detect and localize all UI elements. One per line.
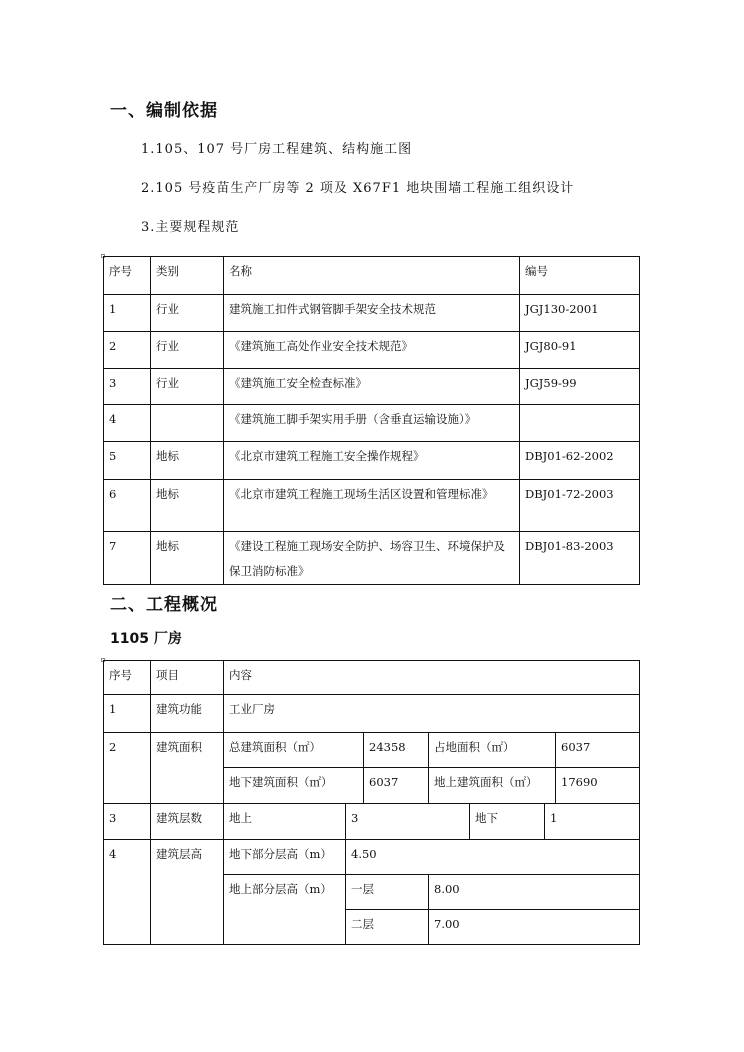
cell-name: 《北京市建筑工程施工现场生活区设置和管理标准》 [224, 480, 520, 532]
table-row [104, 369, 640, 405]
cell-no: 3 [104, 804, 151, 840]
cell-code [520, 405, 640, 442]
cell-category: 行业 [151, 332, 224, 369]
header-cell: 项目 [151, 661, 224, 695]
cell-category: 地标 [151, 480, 224, 532]
cell-label: 地上 [224, 804, 346, 840]
cell-value: 3 [346, 804, 470, 840]
header-cell: 序号 [104, 661, 151, 695]
table-row [104, 480, 640, 532]
table-row [104, 332, 640, 369]
cell-no: 4 [104, 840, 151, 945]
basis-item-1: 1.105、107 号厂房工程建筑、结构施工图 [141, 142, 413, 157]
cell-value: 1 [545, 804, 640, 840]
table-header-row [104, 257, 640, 295]
cell-no: 1 [104, 295, 151, 332]
standards-table [103, 256, 640, 585]
header-cell: 类别 [151, 257, 224, 295]
cell-item: 建筑功能 [151, 695, 224, 733]
standards-table-frame [101, 254, 614, 578]
cell-no: 7 [104, 532, 151, 585]
basis-item-3: 3.主要规程规范 [141, 220, 240, 235]
cell-no: 6 [104, 480, 151, 532]
cell-no: 1 [104, 695, 151, 733]
cell-name: 《建筑施工高处作业安全技术规范》 [224, 332, 520, 369]
table-row [104, 295, 640, 332]
cell-category: 地标 [151, 442, 224, 480]
header-cell: 编号 [520, 257, 640, 295]
cell-value: 6037 [364, 768, 429, 804]
cell-value: 8.00 [429, 875, 640, 910]
table-row [104, 733, 640, 768]
cell-label: 二层 [346, 910, 429, 945]
cell-item: 建筑层数 [151, 804, 224, 840]
overview-table-frame [101, 658, 598, 931]
cell-value: 7.00 [429, 910, 640, 945]
header-cell: 名称 [224, 257, 520, 295]
cell-name: 《建设工程施工现场安全防护、场容卫生、环境保护及保卫消防标准》 [224, 532, 520, 585]
cell-item: 建筑层高 [151, 840, 224, 945]
cell-code: JGJ59-99 [520, 369, 640, 405]
building-subheading: 1105 厂房 [110, 631, 182, 647]
cell-label: 地下部分层高（m） [224, 840, 346, 875]
cell-code: JGJ80-91 [520, 332, 640, 369]
table-header-row [104, 661, 640, 695]
cell-label: 地下建筑面积（㎡） [224, 768, 364, 804]
section-heading-overview: 二、工程概况 [110, 595, 218, 615]
cell-no: 4 [104, 405, 151, 442]
cell-category: 地标 [151, 532, 224, 585]
table-row [104, 442, 640, 480]
table-row [104, 405, 640, 442]
cell-value: 17690 [556, 768, 640, 804]
header-cell: 序号 [104, 257, 151, 295]
cell-no: 3 [104, 369, 151, 405]
basis-item-2: 2.105 号疫苗生产厂房等 2 项及 X67F1 地块围墙工程施工组织设计 [141, 181, 575, 196]
section-heading-basis: 一、编制依据 [110, 101, 218, 121]
cell-code: JGJ130-2001 [520, 295, 640, 332]
cell-value: 4.50 [346, 840, 640, 875]
cell-no: 5 [104, 442, 151, 480]
cell-category [151, 405, 224, 442]
cell-value: 6037 [556, 733, 640, 768]
cell-label: 地上建筑面积（㎡） [429, 768, 556, 804]
table-row [104, 840, 640, 875]
cell-category: 行业 [151, 295, 224, 332]
header-cell: 内容 [224, 661, 640, 695]
table-row [104, 532, 640, 585]
cell-name: 《北京市建筑工程施工安全操作规程》 [224, 442, 520, 480]
overview-table [103, 660, 640, 945]
cell-name: 建筑施工扣件式钢管脚手架安全技术规范 [224, 295, 520, 332]
cell-label: 一层 [346, 875, 429, 910]
cell-name: 《建筑施工安全检查标准》 [224, 369, 520, 405]
cell-label: 占地面积（㎡） [429, 733, 556, 768]
table-row [104, 804, 640, 840]
cell-code: DBJ01-62-2002 [520, 442, 640, 480]
cell-no: 2 [104, 733, 151, 804]
cell-label: 总建筑面积（㎡） [224, 733, 364, 768]
cell-code: DBJ01-83-2003 [520, 532, 640, 585]
cell-content: 工业厂房 [224, 695, 640, 733]
table-row [104, 695, 640, 733]
cell-item: 建筑面积 [151, 733, 224, 804]
cell-no: 2 [104, 332, 151, 369]
cell-name: 《建筑施工脚手架实用手册（含垂直运输设施）》 [224, 405, 520, 442]
cell-code: DBJ01-72-2003 [520, 480, 640, 532]
cell-value: 24358 [364, 733, 429, 768]
cell-label: 地下 [470, 804, 545, 840]
cell-category: 行业 [151, 369, 224, 405]
cell-label: 地上部分层高（m） [224, 875, 346, 945]
